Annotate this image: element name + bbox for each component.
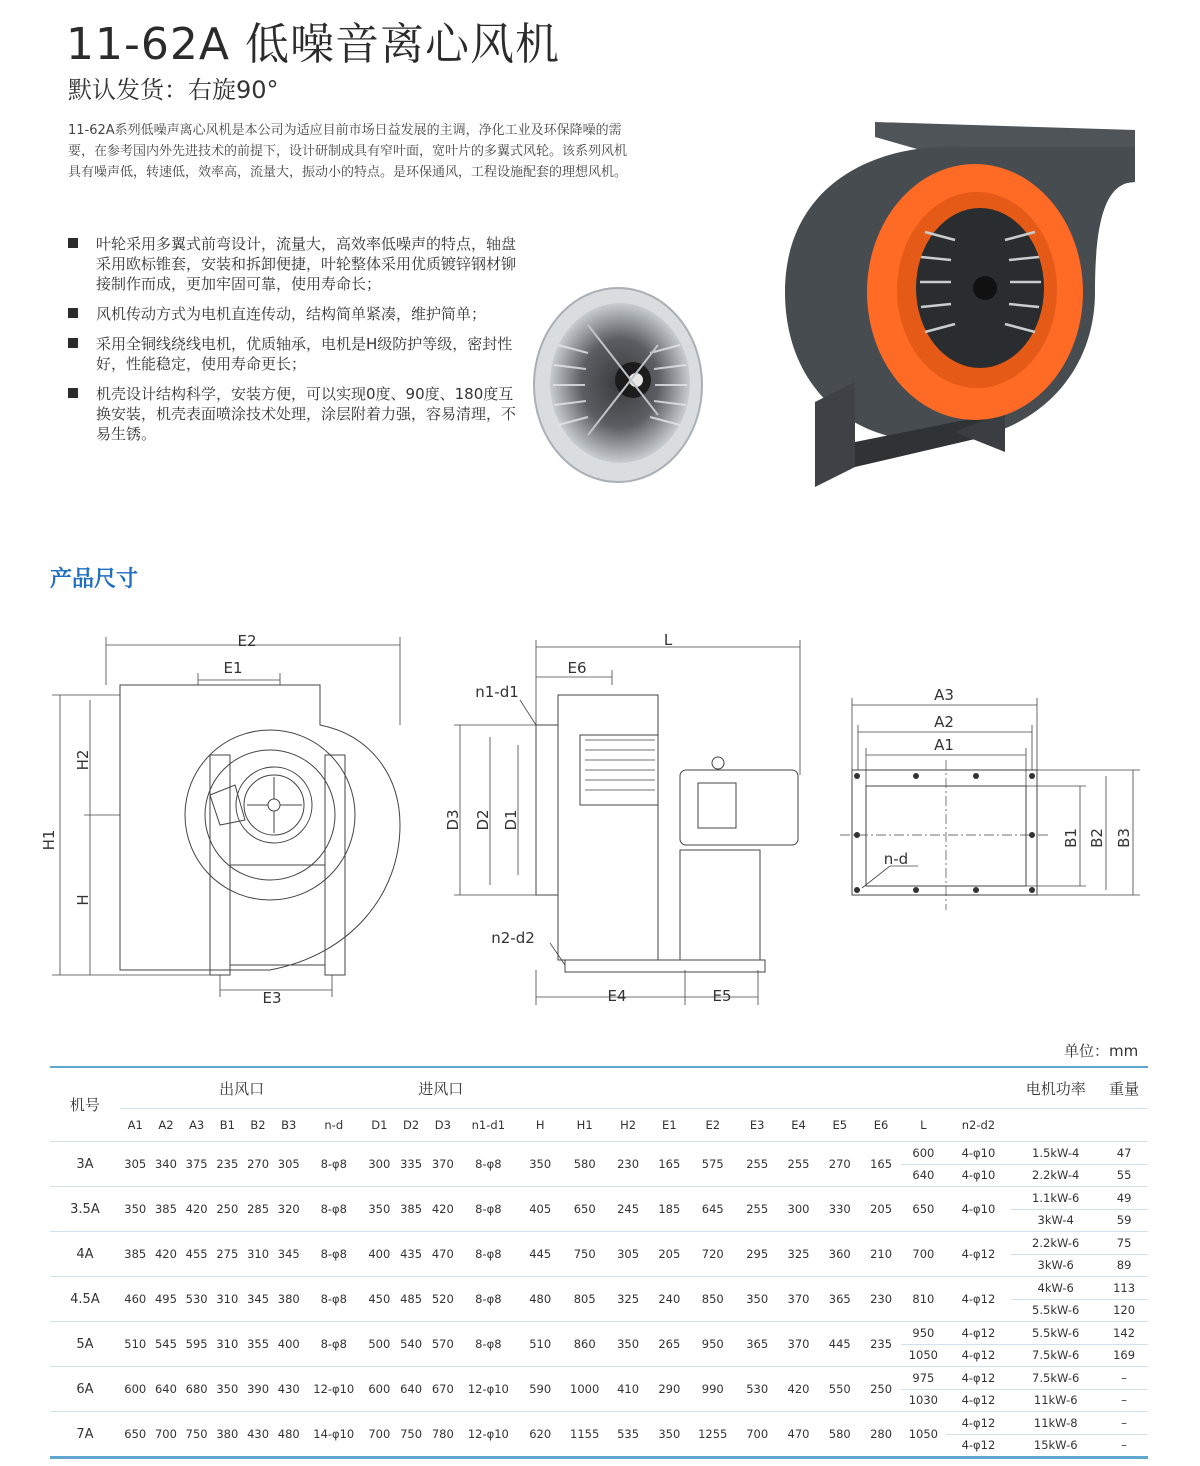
l-cell: 640 (901, 1164, 945, 1187)
motor-cell: 11kW-6 (1011, 1389, 1100, 1412)
column-header-empty (1011, 1109, 1100, 1142)
l-cell: 975 (901, 1367, 945, 1390)
table-cell: 330 (819, 1187, 861, 1232)
table-cell: 405 (518, 1187, 562, 1232)
column-header: D1 (363, 1109, 395, 1142)
table-cell: 320 (273, 1187, 304, 1232)
table-cell: 520 (427, 1277, 459, 1322)
table-cell: 300 (778, 1187, 818, 1232)
weight-cell: 120 (1100, 1299, 1148, 1322)
table-cell: 455 (181, 1232, 212, 1277)
table-cell: 645 (689, 1187, 736, 1232)
feature-item: 叶轮采用多翼式前弯设计，流量大，高效率低噪声的特点，轴盘采用欧标锥套，安装和拆卸便捷，叶轮整体采用优质镀锌钢材铆接制作而成，更加牢固可靠，使用寿命长； (68, 234, 528, 294)
dim-label: E2 (237, 632, 257, 650)
spec-table (50, 1066, 1148, 1459)
n2d2-cell: 4-φ10 (946, 1164, 1012, 1187)
column-header: n-d (304, 1109, 363, 1142)
table-cell: 250 (861, 1367, 901, 1412)
table-cell: 8-φ8 (304, 1187, 363, 1232)
dim-label: n1-d1 (475, 683, 519, 701)
table-cell: 420 (181, 1187, 212, 1232)
table-cell: 510 (120, 1322, 151, 1367)
n2d2-cell: 4-φ12 (946, 1389, 1012, 1412)
table-cell: 350 (518, 1142, 562, 1187)
table-cell: 1255 (689, 1412, 736, 1458)
model-cell: 3.5A (50, 1187, 120, 1232)
table-cell: 325 (607, 1277, 649, 1322)
n2d2-cell: 4-φ12 (946, 1322, 1012, 1345)
weight-cell: 59 (1100, 1209, 1148, 1232)
table-cell: 230 (607, 1142, 649, 1187)
n2d2-cell: 4-φ12 (946, 1412, 1012, 1435)
header-outlet: 出风口 (120, 1067, 364, 1109)
weight-cell: 89 (1100, 1254, 1148, 1277)
table-cell: 305 (607, 1232, 649, 1277)
motor-cell: 1.5kW-4 (1011, 1142, 1100, 1165)
table-cell: 430 (273, 1367, 304, 1412)
table-cell: 325 (778, 1232, 818, 1277)
weight-cell: 49 (1100, 1187, 1148, 1210)
column-header: B1 (212, 1109, 243, 1142)
table-cell: 540 (395, 1322, 427, 1367)
table-cell: 8-φ8 (459, 1142, 518, 1187)
table-cell: 600 (120, 1367, 151, 1412)
table-cell: 350 (120, 1187, 151, 1232)
table-cell: 1155 (562, 1412, 606, 1458)
table-cell: 365 (819, 1277, 861, 1322)
table-cell: 385 (151, 1187, 182, 1232)
table-cell: 595 (181, 1322, 212, 1367)
table-cell: 640 (151, 1367, 182, 1412)
motor-cell: 2.2kW-6 (1011, 1232, 1100, 1255)
table-cell: 8-φ8 (304, 1277, 363, 1322)
motor-cell: 1.1kW-6 (1011, 1187, 1100, 1210)
table-cell: 8-φ8 (459, 1187, 518, 1232)
table-row (50, 1187, 1148, 1210)
table-cell: 680 (181, 1367, 212, 1412)
table-cell: 485 (395, 1277, 427, 1322)
weight-cell: – (1100, 1389, 1148, 1412)
table-cell: 8-φ8 (304, 1322, 363, 1367)
table-cell: 460 (120, 1277, 151, 1322)
column-header: E1 (649, 1109, 689, 1142)
table-cell: 255 (778, 1142, 818, 1187)
column-header: E2 (689, 1109, 736, 1142)
motor-cell: 7.5kW-6 (1011, 1367, 1100, 1390)
table-cell: 8-φ8 (304, 1142, 363, 1187)
table-cell: 420 (778, 1367, 818, 1412)
table-cell: 445 (518, 1232, 562, 1277)
column-header: A3 (181, 1109, 212, 1142)
table-cell: 400 (273, 1322, 304, 1367)
table-cell: 8-φ8 (304, 1232, 363, 1277)
model-cell: 5A (50, 1322, 120, 1367)
model-cell: 4A (50, 1232, 120, 1277)
table-cell: 420 (427, 1187, 459, 1232)
table-cell: 280 (861, 1412, 901, 1458)
l-cell: 1050 (901, 1344, 945, 1367)
table-cell: 570 (427, 1322, 459, 1367)
table-cell: 310 (212, 1277, 243, 1322)
table-cell: 530 (181, 1277, 212, 1322)
table-cell: 310 (243, 1232, 274, 1277)
column-header: H1 (562, 1109, 606, 1142)
weight-cell: – (1100, 1412, 1148, 1435)
table-row (50, 1367, 1148, 1390)
table-row (50, 1412, 1148, 1435)
spec-table-body (50, 1142, 1148, 1458)
table-cell: 530 (736, 1367, 778, 1412)
table-cell: 12-φ10 (304, 1367, 363, 1412)
dim-label: A1 (934, 736, 954, 754)
table-cell: 350 (736, 1277, 778, 1322)
weight-cell: 55 (1100, 1164, 1148, 1187)
table-cell: 270 (819, 1142, 861, 1187)
table-cell: 12-φ10 (459, 1367, 518, 1412)
dim-label: A2 (934, 713, 954, 731)
table-cell: 380 (273, 1277, 304, 1322)
column-header: D2 (395, 1109, 427, 1142)
table-cell: 185 (649, 1187, 689, 1232)
dim-label: n2-d2 (491, 929, 535, 947)
column-header: B3 (273, 1109, 304, 1142)
n2d2-cell: 4-φ10 (946, 1142, 1012, 1165)
weight-cell: 113 (1100, 1277, 1148, 1300)
column-header: E5 (819, 1109, 861, 1142)
dim-label: H1 (40, 829, 58, 851)
n2d2-cell: 4-φ12 (946, 1367, 1012, 1390)
table-cell: 305 (120, 1142, 151, 1187)
table-cell: 385 (395, 1187, 427, 1232)
feature-item: 机壳设计结构科学，安装方便，可以实现0度、90度、180度互换安装，机壳表面喷涂技术处理，涂层附着力强，容易清理，不易生锈。 (68, 384, 528, 444)
dim-label: D2 (474, 809, 492, 831)
feature-list (68, 234, 528, 454)
table-cell: 550 (819, 1367, 861, 1412)
table-cell: 480 (518, 1277, 562, 1322)
table-cell: 510 (518, 1322, 562, 1367)
column-header: n2-d2 (946, 1109, 1012, 1142)
dim-label: B1 (1062, 828, 1080, 848)
table-cell: 305 (273, 1142, 304, 1187)
dim-label: n-d (883, 850, 909, 868)
motor-cell: 5.5kW-6 (1011, 1322, 1100, 1345)
dim-label: A3 (934, 686, 954, 704)
impeller-photo (528, 285, 703, 485)
column-header: D3 (427, 1109, 459, 1142)
table-cell: 700 (151, 1412, 182, 1458)
table-cell: 205 (649, 1232, 689, 1277)
column-header-empty (1100, 1109, 1148, 1142)
table-cell: 275 (212, 1232, 243, 1277)
weight-cell: 142 (1100, 1322, 1148, 1345)
l-cell: 810 (901, 1277, 945, 1322)
table-cell: 14-φ10 (304, 1412, 363, 1458)
table-cell: 575 (689, 1142, 736, 1187)
table-cell: 355 (243, 1322, 274, 1367)
table-cell: 235 (212, 1142, 243, 1187)
table-cell: 420 (151, 1232, 182, 1277)
table-cell: 720 (689, 1232, 736, 1277)
table-cell: 1000 (562, 1367, 606, 1412)
dim-label: E3 (262, 989, 282, 1007)
table-cell: 380 (212, 1412, 243, 1458)
table-cell: 245 (607, 1187, 649, 1232)
table-cell: 240 (649, 1277, 689, 1322)
column-header: A1 (120, 1109, 151, 1142)
n2d2-cell: 4-φ12 (946, 1434, 1012, 1458)
table-cell: 255 (736, 1187, 778, 1232)
column-header: B2 (243, 1109, 274, 1142)
table-cell: 285 (243, 1187, 274, 1232)
table-cell: 370 (778, 1322, 818, 1367)
table-cell: 495 (151, 1277, 182, 1322)
front-view-drawing (40, 625, 420, 1015)
fan-photo (775, 112, 1145, 487)
table-cell: 470 (778, 1412, 818, 1458)
header-blank (518, 1067, 1011, 1109)
motor-cell: 11kW-8 (1011, 1412, 1100, 1435)
table-cell: 385 (120, 1232, 151, 1277)
table-cell: 640 (395, 1367, 427, 1412)
dim-label: E6 (567, 659, 587, 677)
column-header: H2 (607, 1109, 649, 1142)
table-cell: 360 (819, 1232, 861, 1277)
table-cell: 410 (607, 1367, 649, 1412)
table-cell: 580 (819, 1412, 861, 1458)
table-cell: 12-φ10 (459, 1412, 518, 1458)
dim-label: H (74, 894, 92, 906)
table-cell: 805 (562, 1277, 606, 1322)
header-model: 机号 (50, 1067, 120, 1142)
table-cell: 650 (120, 1412, 151, 1458)
n2d2-cell: 4-φ12 (946, 1277, 1012, 1322)
column-header: L (901, 1109, 945, 1142)
dim-label: H2 (74, 749, 92, 771)
table-cell: 860 (562, 1322, 606, 1367)
table-cell: 345 (273, 1232, 304, 1277)
table-cell: 290 (649, 1367, 689, 1412)
l-cell: 600 (901, 1142, 945, 1165)
table-row (50, 1232, 1148, 1255)
flange-view-drawing (830, 680, 1150, 920)
table-cell: 265 (649, 1322, 689, 1367)
column-header: A2 (151, 1109, 182, 1142)
table-cell: 480 (273, 1412, 304, 1458)
n2d2-cell: 4-φ12 (946, 1232, 1012, 1277)
dim-label: B3 (1115, 828, 1133, 848)
table-cell: 270 (243, 1142, 274, 1187)
l-cell: 650 (901, 1187, 945, 1232)
unit-label: 单位：mm (1064, 1042, 1139, 1060)
table-cell: 8-φ8 (459, 1232, 518, 1277)
l-cell: 700 (901, 1232, 945, 1277)
table-cell: 350 (649, 1412, 689, 1458)
table-row (50, 1277, 1148, 1300)
table-cell: 700 (363, 1412, 395, 1458)
table-cell: 435 (395, 1232, 427, 1277)
table-cell: 470 (427, 1232, 459, 1277)
table-cell: 400 (363, 1232, 395, 1277)
table-cell: 780 (427, 1412, 459, 1458)
table-cell: 345 (243, 1277, 274, 1322)
table-cell: 990 (689, 1367, 736, 1412)
table-cell: 300 (363, 1142, 395, 1187)
side-view-drawing (440, 625, 820, 1015)
column-header: E3 (736, 1109, 778, 1142)
table-cell: 950 (689, 1322, 736, 1367)
model-cell: 3A (50, 1142, 120, 1187)
dim-label: E4 (607, 987, 627, 1005)
motor-cell: 5.5kW-6 (1011, 1299, 1100, 1322)
table-cell: 750 (562, 1232, 606, 1277)
square-bullet-icon (68, 238, 78, 248)
header-motor: 电机功率 (1011, 1067, 1100, 1109)
table-cell: 8-φ8 (459, 1277, 518, 1322)
table-cell: 370 (427, 1142, 459, 1187)
table-cell: 8-φ8 (459, 1322, 518, 1367)
table-cell: 750 (395, 1412, 427, 1458)
table-cell: 365 (736, 1322, 778, 1367)
table-cell: 165 (649, 1142, 689, 1187)
table-cell: 445 (819, 1322, 861, 1367)
table-cell: 350 (212, 1367, 243, 1412)
header-weight: 重量 (1100, 1067, 1148, 1109)
table-cell: 295 (736, 1232, 778, 1277)
table-cell: 545 (151, 1322, 182, 1367)
table-cell: 750 (181, 1412, 212, 1458)
dim-label: E1 (223, 659, 243, 677)
table-row (50, 1322, 1148, 1345)
n2d2-cell: 4-φ10 (946, 1187, 1012, 1232)
table-cell: 650 (562, 1187, 606, 1232)
intro-paragraph: 11-62A系列低噪声离心风机是本公司为适应目前市场日益发展的主调，净化工业及环保降噪的需要，在参考国内外先进技术的前提下，设计研制成具有窄叶面，宽叶片的多翼式风轮。该系列风机具有噪声低，转速低，效率高，流量大，振动小的特点。是环保通风，工程设施配套的理想风机。 (68, 123, 628, 180)
table-cell: 600 (363, 1367, 395, 1412)
section-title: 产品尺寸 (50, 567, 139, 592)
table-cell: 700 (736, 1412, 778, 1458)
table-cell: 250 (212, 1187, 243, 1232)
column-header: H (518, 1109, 562, 1142)
header-inlet: 进风口 (363, 1067, 518, 1109)
weight-cell: 75 (1100, 1232, 1148, 1255)
table-cell: 350 (363, 1187, 395, 1232)
table-cell: 590 (518, 1367, 562, 1412)
weight-cell: – (1100, 1367, 1148, 1390)
table-cell: 230 (861, 1277, 901, 1322)
feature-item: 风机传动方式为电机直连传动，结构简单紧凑，维护简单； (68, 304, 528, 324)
motor-cell: 4kW-6 (1011, 1277, 1100, 1300)
square-bullet-icon (68, 388, 78, 398)
weight-cell: – (1100, 1434, 1148, 1458)
motor-cell: 15kW-6 (1011, 1434, 1100, 1458)
motor-cell: 3kW-6 (1011, 1254, 1100, 1277)
model-cell: 7A (50, 1412, 120, 1458)
table-cell: 670 (427, 1367, 459, 1412)
table-cell: 430 (243, 1412, 274, 1458)
square-bullet-icon (68, 338, 78, 348)
table-cell: 390 (243, 1367, 274, 1412)
weight-cell: 47 (1100, 1142, 1148, 1165)
l-cell: 1030 (901, 1389, 945, 1412)
table-cell: 850 (689, 1277, 736, 1322)
dim-label: L (663, 631, 673, 649)
n2d2-cell: 4-φ12 (946, 1344, 1012, 1367)
square-bullet-icon (68, 308, 78, 318)
dim-label: B2 (1088, 828, 1106, 848)
model-cell: 4.5A (50, 1277, 120, 1322)
table-cell: 235 (861, 1322, 901, 1367)
l-cell: 950 (901, 1322, 945, 1345)
table-cell: 310 (212, 1322, 243, 1367)
column-header: E4 (778, 1109, 818, 1142)
table-cell: 450 (363, 1277, 395, 1322)
table-cell: 205 (861, 1187, 901, 1232)
page-subtitle: 默认发货：右旋90° (68, 76, 279, 104)
table-cell: 620 (518, 1412, 562, 1458)
l-cell: 1050 (901, 1412, 945, 1458)
table-cell: 535 (607, 1412, 649, 1458)
motor-cell: 3kW-4 (1011, 1209, 1100, 1232)
table-cell: 580 (562, 1142, 606, 1187)
column-header: n1-d1 (459, 1109, 518, 1142)
table-cell: 210 (861, 1232, 901, 1277)
motor-cell: 2.2kW-4 (1011, 1164, 1100, 1187)
page-title: 11-62A 低噪音离心风机 (66, 19, 560, 70)
table-cell: 375 (181, 1142, 212, 1187)
table-cell: 370 (778, 1277, 818, 1322)
model-cell: 6A (50, 1367, 120, 1412)
dim-label: E5 (712, 987, 732, 1005)
column-header: E6 (861, 1109, 901, 1142)
table-row (50, 1142, 1148, 1165)
table-cell: 340 (151, 1142, 182, 1187)
table-cell: 335 (395, 1142, 427, 1187)
column-header-row (50, 1109, 1148, 1142)
table-cell: 500 (363, 1322, 395, 1367)
table-cell: 350 (607, 1322, 649, 1367)
table-cell: 255 (736, 1142, 778, 1187)
table-cell: 165 (861, 1142, 901, 1187)
weight-cell: 169 (1100, 1344, 1148, 1367)
dim-label: D3 (444, 809, 462, 831)
motor-cell: 7.5kW-6 (1011, 1344, 1100, 1367)
dim-label: D1 (502, 809, 520, 831)
feature-item: 采用全铜线绕线电机，优质轴承，电机是H级防护等级，密封性好，性能稳定，使用寿命更长； (68, 334, 528, 374)
